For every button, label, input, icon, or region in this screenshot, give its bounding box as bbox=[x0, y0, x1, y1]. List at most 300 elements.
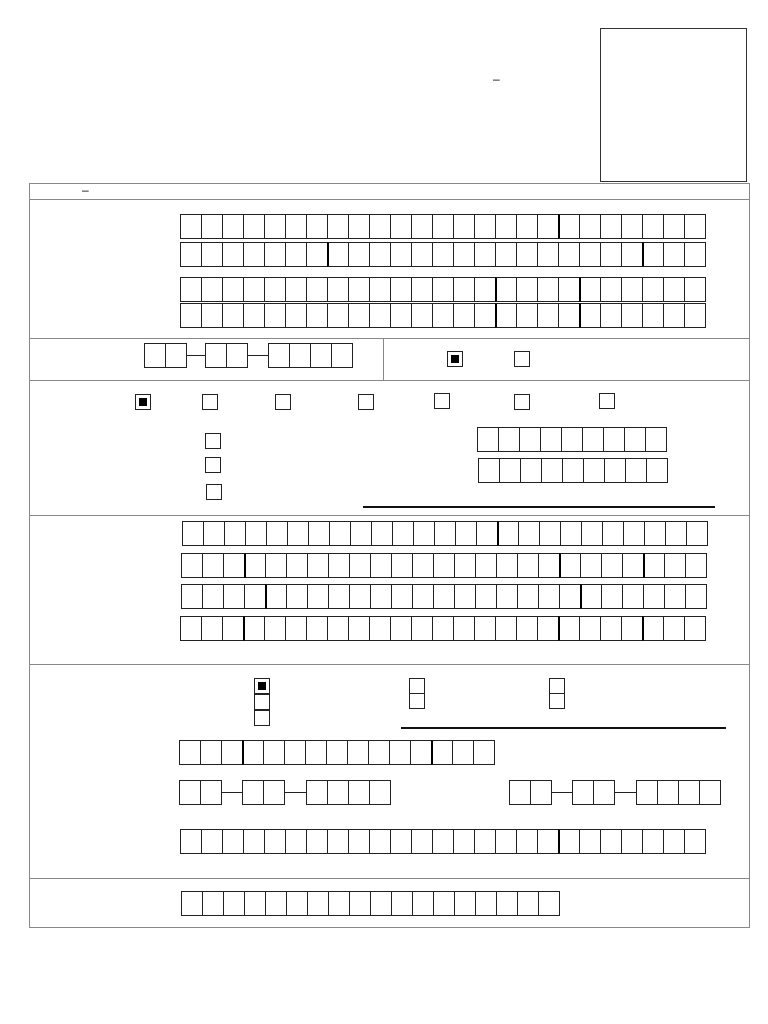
character-cell[interactable] bbox=[516, 616, 538, 641]
character-cell[interactable] bbox=[601, 584, 623, 609]
character-cell[interactable] bbox=[453, 214, 475, 239]
character-cell[interactable] bbox=[268, 343, 290, 368]
character-cell[interactable] bbox=[473, 740, 495, 765]
character-cell[interactable] bbox=[621, 303, 643, 328]
character-cell[interactable] bbox=[497, 521, 519, 546]
character-cell[interactable] bbox=[411, 303, 433, 328]
character-cell[interactable] bbox=[306, 616, 328, 641]
date-field-a-part-1[interactable] bbox=[179, 780, 222, 805]
character-cell[interactable] bbox=[391, 584, 413, 609]
character-cell[interactable] bbox=[223, 891, 245, 916]
character-cell[interactable] bbox=[520, 458, 542, 483]
character-cell[interactable] bbox=[558, 242, 580, 267]
date-field-a-part-3[interactable] bbox=[306, 780, 391, 805]
character-cell[interactable] bbox=[243, 242, 265, 267]
character-cell[interactable] bbox=[685, 553, 707, 578]
character-cell[interactable] bbox=[593, 780, 615, 805]
character-cell[interactable] bbox=[625, 458, 647, 483]
character-cell[interactable] bbox=[306, 242, 328, 267]
character-cell[interactable] bbox=[243, 829, 265, 854]
write-in-line[interactable] bbox=[401, 727, 726, 729]
character-cell[interactable] bbox=[579, 829, 601, 854]
character-cell[interactable] bbox=[684, 277, 706, 302]
character-cell[interactable] bbox=[686, 521, 708, 546]
character-cell[interactable] bbox=[454, 891, 476, 916]
character-cell[interactable] bbox=[600, 616, 622, 641]
name-field-row-4[interactable] bbox=[180, 303, 706, 328]
character-cell[interactable] bbox=[537, 242, 559, 267]
character-cell[interactable] bbox=[432, 214, 454, 239]
character-cell[interactable] bbox=[432, 829, 454, 854]
character-cell[interactable] bbox=[201, 214, 223, 239]
character-cell[interactable] bbox=[328, 584, 350, 609]
character-cell[interactable] bbox=[286, 553, 308, 578]
character-cell[interactable] bbox=[202, 553, 224, 578]
character-cell[interactable] bbox=[663, 616, 685, 641]
character-cell[interactable] bbox=[434, 521, 456, 546]
character-cell[interactable] bbox=[264, 242, 286, 267]
character-cell[interactable] bbox=[182, 521, 204, 546]
character-cell[interactable] bbox=[390, 303, 412, 328]
address-field-row-3[interactable] bbox=[181, 584, 707, 609]
character-cell[interactable] bbox=[601, 553, 623, 578]
option-checkbox[interactable] bbox=[202, 394, 218, 410]
character-cell[interactable] bbox=[222, 242, 244, 267]
character-cell[interactable] bbox=[433, 553, 455, 578]
date-field-a-part-2[interactable] bbox=[242, 780, 285, 805]
character-cell[interactable] bbox=[307, 553, 329, 578]
number-field-2[interactable] bbox=[478, 458, 668, 483]
character-cell[interactable] bbox=[242, 780, 264, 805]
character-cell[interactable] bbox=[181, 891, 203, 916]
character-cell[interactable] bbox=[657, 780, 679, 805]
character-cell[interactable] bbox=[223, 553, 245, 578]
option-checkbox[interactable] bbox=[514, 351, 530, 367]
character-cell[interactable] bbox=[286, 891, 308, 916]
character-cell[interactable] bbox=[200, 740, 222, 765]
character-cell[interactable] bbox=[495, 277, 517, 302]
character-cell[interactable] bbox=[369, 242, 391, 267]
character-cell[interactable] bbox=[646, 458, 668, 483]
option-checkbox[interactable] bbox=[275, 394, 291, 410]
character-cell[interactable] bbox=[306, 277, 328, 302]
character-cell[interactable] bbox=[474, 277, 496, 302]
character-cell[interactable] bbox=[645, 427, 667, 452]
character-cell[interactable] bbox=[310, 343, 332, 368]
character-cell[interactable] bbox=[433, 891, 455, 916]
character-cell[interactable] bbox=[684, 242, 706, 267]
character-cell[interactable] bbox=[181, 584, 203, 609]
character-cell[interactable] bbox=[519, 427, 541, 452]
character-cell[interactable] bbox=[329, 521, 351, 546]
option-checkbox[interactable] bbox=[549, 693, 565, 709]
character-cell[interactable] bbox=[623, 521, 645, 546]
character-cell[interactable] bbox=[642, 616, 664, 641]
character-cell[interactable] bbox=[663, 829, 685, 854]
character-cell[interactable] bbox=[180, 829, 202, 854]
long-field[interactable] bbox=[180, 829, 706, 854]
character-cell[interactable] bbox=[180, 214, 202, 239]
option-checkbox[interactable] bbox=[135, 394, 151, 410]
character-cell[interactable] bbox=[263, 740, 285, 765]
character-cell[interactable] bbox=[285, 829, 307, 854]
character-cell[interactable] bbox=[561, 427, 583, 452]
character-cell[interactable] bbox=[474, 829, 496, 854]
character-cell[interactable] bbox=[369, 214, 391, 239]
option-checkbox[interactable] bbox=[254, 694, 270, 710]
character-cell[interactable] bbox=[242, 740, 264, 765]
character-cell[interactable] bbox=[663, 303, 685, 328]
character-cell[interactable] bbox=[474, 303, 496, 328]
character-cell[interactable] bbox=[644, 521, 666, 546]
character-cell[interactable] bbox=[517, 891, 539, 916]
character-cell[interactable] bbox=[453, 829, 475, 854]
character-cell[interactable] bbox=[516, 214, 538, 239]
character-cell[interactable] bbox=[580, 584, 602, 609]
character-cell[interactable] bbox=[558, 303, 580, 328]
character-cell[interactable] bbox=[412, 553, 434, 578]
character-cell[interactable] bbox=[305, 740, 327, 765]
character-cell[interactable] bbox=[222, 214, 244, 239]
option-checkbox[interactable] bbox=[549, 678, 565, 694]
option-checkbox[interactable] bbox=[205, 433, 221, 449]
character-cell[interactable] bbox=[603, 427, 625, 452]
character-cell[interactable] bbox=[496, 891, 518, 916]
character-cell[interactable] bbox=[453, 242, 475, 267]
character-cell[interactable] bbox=[475, 891, 497, 916]
character-cell[interactable] bbox=[642, 214, 664, 239]
character-cell[interactable] bbox=[284, 740, 306, 765]
character-cell[interactable] bbox=[602, 521, 624, 546]
character-cell[interactable] bbox=[285, 277, 307, 302]
character-cell[interactable] bbox=[327, 303, 349, 328]
character-cell[interactable] bbox=[600, 242, 622, 267]
character-cell[interactable] bbox=[643, 553, 665, 578]
character-cell[interactable] bbox=[369, 780, 391, 805]
character-cell[interactable] bbox=[495, 303, 517, 328]
character-cell[interactable] bbox=[495, 829, 517, 854]
character-cell[interactable] bbox=[475, 553, 497, 578]
character-cell[interactable] bbox=[369, 303, 391, 328]
character-cell[interactable] bbox=[600, 277, 622, 302]
character-cell[interactable] bbox=[452, 740, 474, 765]
character-cell[interactable] bbox=[498, 427, 520, 452]
character-cell[interactable] bbox=[582, 427, 604, 452]
character-cell[interactable] bbox=[453, 303, 475, 328]
character-cell[interactable] bbox=[538, 584, 560, 609]
character-cell[interactable] bbox=[642, 303, 664, 328]
character-cell[interactable] bbox=[265, 584, 287, 609]
date-field-part-1[interactable] bbox=[144, 343, 187, 368]
character-cell[interactable] bbox=[499, 458, 521, 483]
character-cell[interactable] bbox=[642, 829, 664, 854]
character-cell[interactable] bbox=[558, 616, 580, 641]
character-cell[interactable] bbox=[558, 277, 580, 302]
character-cell[interactable] bbox=[453, 277, 475, 302]
character-cell[interactable] bbox=[663, 242, 685, 267]
character-cell[interactable] bbox=[538, 891, 560, 916]
character-cell[interactable] bbox=[539, 521, 561, 546]
character-cell[interactable] bbox=[454, 584, 476, 609]
option-checkbox[interactable] bbox=[409, 693, 425, 709]
character-cell[interactable] bbox=[348, 616, 370, 641]
character-cell[interactable] bbox=[476, 521, 498, 546]
character-cell[interactable] bbox=[516, 303, 538, 328]
character-cell[interactable] bbox=[180, 616, 202, 641]
character-cell[interactable] bbox=[579, 303, 601, 328]
character-cell[interactable] bbox=[286, 584, 308, 609]
option-checkbox[interactable] bbox=[205, 457, 221, 473]
character-cell[interactable] bbox=[370, 891, 392, 916]
character-cell[interactable] bbox=[410, 740, 432, 765]
character-cell[interactable] bbox=[432, 303, 454, 328]
character-cell[interactable] bbox=[369, 616, 391, 641]
character-cell[interactable] bbox=[581, 521, 603, 546]
character-cell[interactable] bbox=[144, 343, 166, 368]
character-cell[interactable] bbox=[202, 891, 224, 916]
character-cell[interactable] bbox=[391, 891, 413, 916]
character-cell[interactable] bbox=[327, 829, 349, 854]
character-cell[interactable] bbox=[685, 584, 707, 609]
character-cell[interactable] bbox=[264, 829, 286, 854]
character-cell[interactable] bbox=[264, 214, 286, 239]
character-cell[interactable] bbox=[264, 616, 286, 641]
character-cell[interactable] bbox=[392, 521, 414, 546]
character-cell[interactable] bbox=[201, 829, 223, 854]
character-cell[interactable] bbox=[495, 616, 517, 641]
character-cell[interactable] bbox=[684, 616, 706, 641]
character-cell[interactable] bbox=[307, 891, 329, 916]
character-cell[interactable] bbox=[537, 829, 559, 854]
character-cell[interactable] bbox=[516, 242, 538, 267]
character-cell[interactable] bbox=[579, 242, 601, 267]
character-cell[interactable] bbox=[558, 214, 580, 239]
character-cell[interactable] bbox=[181, 553, 203, 578]
character-cell[interactable] bbox=[370, 584, 392, 609]
address-field-row-2[interactable] bbox=[181, 553, 707, 578]
character-cell[interactable] bbox=[180, 303, 202, 328]
character-cell[interactable] bbox=[559, 553, 581, 578]
character-cell[interactable] bbox=[600, 829, 622, 854]
character-cell[interactable] bbox=[165, 343, 187, 368]
character-cell[interactable] bbox=[540, 427, 562, 452]
character-cell[interactable] bbox=[350, 521, 372, 546]
character-cell[interactable] bbox=[327, 780, 349, 805]
character-cell[interactable] bbox=[496, 553, 518, 578]
character-cell[interactable] bbox=[348, 303, 370, 328]
character-cell[interactable] bbox=[243, 277, 265, 302]
character-cell[interactable] bbox=[411, 277, 433, 302]
character-cell[interactable] bbox=[307, 584, 329, 609]
character-cell[interactable] bbox=[289, 343, 311, 368]
character-cell[interactable] bbox=[604, 458, 626, 483]
character-cell[interactable] bbox=[327, 242, 349, 267]
character-cell[interactable] bbox=[264, 303, 286, 328]
character-cell[interactable] bbox=[642, 242, 664, 267]
character-cell[interactable] bbox=[349, 553, 371, 578]
character-cell[interactable] bbox=[621, 277, 643, 302]
character-cell[interactable] bbox=[478, 458, 500, 483]
character-cell[interactable] bbox=[562, 458, 584, 483]
character-cell[interactable] bbox=[306, 303, 328, 328]
character-cell[interactable] bbox=[600, 214, 622, 239]
character-cell[interactable] bbox=[477, 427, 499, 452]
character-cell[interactable] bbox=[518, 521, 540, 546]
character-cell[interactable] bbox=[433, 584, 455, 609]
character-cell[interactable] bbox=[265, 891, 287, 916]
character-cell[interactable] bbox=[391, 553, 413, 578]
character-cell[interactable] bbox=[201, 242, 223, 267]
character-cell[interactable] bbox=[205, 343, 227, 368]
date-field-part-2[interactable] bbox=[205, 343, 248, 368]
character-cell[interactable] bbox=[328, 891, 350, 916]
character-cell[interactable] bbox=[474, 242, 496, 267]
character-cell[interactable] bbox=[390, 616, 412, 641]
character-cell[interactable] bbox=[179, 740, 201, 765]
character-cell[interactable] bbox=[266, 521, 288, 546]
character-cell[interactable] bbox=[327, 277, 349, 302]
character-cell[interactable] bbox=[684, 303, 706, 328]
character-cell[interactable] bbox=[390, 214, 412, 239]
character-cell[interactable] bbox=[348, 829, 370, 854]
character-cell[interactable] bbox=[327, 214, 349, 239]
character-cell[interactable] bbox=[537, 277, 559, 302]
character-cell[interactable] bbox=[285, 242, 307, 267]
option-checkbox[interactable] bbox=[409, 678, 425, 694]
date-field-b-part-2[interactable] bbox=[572, 780, 615, 805]
character-cell[interactable] bbox=[572, 780, 594, 805]
character-cell[interactable] bbox=[663, 277, 685, 302]
name-field-row-2[interactable] bbox=[180, 242, 706, 267]
character-cell[interactable] bbox=[264, 277, 286, 302]
character-cell[interactable] bbox=[621, 242, 643, 267]
character-cell[interactable] bbox=[347, 740, 369, 765]
character-cell[interactable] bbox=[495, 242, 517, 267]
address-field-row-1[interactable] bbox=[182, 521, 708, 546]
character-cell[interactable] bbox=[621, 616, 643, 641]
character-cell[interactable] bbox=[411, 242, 433, 267]
character-cell[interactable] bbox=[202, 584, 224, 609]
name-field-row-3[interactable] bbox=[180, 277, 706, 302]
option-checkbox[interactable] bbox=[254, 678, 270, 694]
character-cell[interactable] bbox=[243, 214, 265, 239]
character-cell[interactable] bbox=[699, 780, 721, 805]
final-field[interactable] bbox=[181, 891, 560, 916]
character-cell[interactable] bbox=[516, 277, 538, 302]
character-cell[interactable] bbox=[453, 616, 475, 641]
name-field-row-1[interactable] bbox=[180, 214, 706, 239]
option-checkbox[interactable] bbox=[514, 394, 530, 410]
character-cell[interactable] bbox=[664, 584, 686, 609]
character-cell[interactable] bbox=[475, 584, 497, 609]
character-cell[interactable] bbox=[664, 553, 686, 578]
character-cell[interactable] bbox=[411, 829, 433, 854]
character-cell[interactable] bbox=[496, 584, 518, 609]
character-cell[interactable] bbox=[222, 277, 244, 302]
character-cell[interactable] bbox=[245, 521, 267, 546]
character-cell[interactable] bbox=[622, 584, 644, 609]
character-cell[interactable] bbox=[389, 740, 411, 765]
character-cell[interactable] bbox=[306, 780, 328, 805]
character-cell[interactable] bbox=[541, 458, 563, 483]
character-cell[interactable] bbox=[454, 553, 476, 578]
character-cell[interactable] bbox=[244, 891, 266, 916]
character-cell[interactable] bbox=[180, 277, 202, 302]
character-cell[interactable] bbox=[390, 829, 412, 854]
character-cell[interactable] bbox=[455, 521, 477, 546]
date-field-b-part-3[interactable] bbox=[636, 780, 721, 805]
character-cell[interactable] bbox=[600, 303, 622, 328]
character-cell[interactable] bbox=[222, 303, 244, 328]
character-cell[interactable] bbox=[583, 458, 605, 483]
address-field-row-4[interactable] bbox=[180, 616, 706, 641]
character-cell[interactable] bbox=[369, 277, 391, 302]
character-cell[interactable] bbox=[390, 242, 412, 267]
date-field-part-3[interactable] bbox=[268, 343, 353, 368]
character-cell[interactable] bbox=[621, 214, 643, 239]
character-cell[interactable] bbox=[371, 521, 393, 546]
option-checkbox[interactable] bbox=[358, 394, 374, 410]
character-cell[interactable] bbox=[684, 829, 706, 854]
character-cell[interactable] bbox=[349, 584, 371, 609]
character-cell[interactable] bbox=[285, 214, 307, 239]
character-cell[interactable] bbox=[621, 829, 643, 854]
id-number-field[interactable] bbox=[179, 740, 495, 765]
character-cell[interactable] bbox=[636, 780, 658, 805]
character-cell[interactable] bbox=[200, 780, 222, 805]
option-checkbox[interactable] bbox=[447, 351, 463, 367]
character-cell[interactable] bbox=[244, 584, 266, 609]
character-cell[interactable] bbox=[579, 214, 601, 239]
character-cell[interactable] bbox=[224, 521, 246, 546]
character-cell[interactable] bbox=[412, 891, 434, 916]
character-cell[interactable] bbox=[179, 780, 201, 805]
character-cell[interactable] bbox=[642, 277, 664, 302]
character-cell[interactable] bbox=[474, 616, 496, 641]
character-cell[interactable] bbox=[517, 553, 539, 578]
character-cell[interactable] bbox=[368, 740, 390, 765]
character-cell[interactable] bbox=[348, 277, 370, 302]
date-field-b-part-1[interactable] bbox=[509, 780, 552, 805]
character-cell[interactable] bbox=[201, 303, 223, 328]
character-cell[interactable] bbox=[579, 616, 601, 641]
character-cell[interactable] bbox=[226, 343, 248, 368]
character-cell[interactable] bbox=[432, 277, 454, 302]
character-cell[interactable] bbox=[517, 584, 539, 609]
character-cell[interactable] bbox=[328, 553, 350, 578]
character-cell[interactable] bbox=[348, 214, 370, 239]
character-cell[interactable] bbox=[643, 584, 665, 609]
option-checkbox[interactable] bbox=[206, 484, 222, 500]
character-cell[interactable] bbox=[538, 553, 560, 578]
character-cell[interactable] bbox=[370, 553, 392, 578]
character-cell[interactable] bbox=[243, 303, 265, 328]
character-cell[interactable] bbox=[432, 616, 454, 641]
character-cell[interactable] bbox=[665, 521, 687, 546]
option-checkbox[interactable] bbox=[434, 393, 450, 409]
character-cell[interactable] bbox=[431, 740, 453, 765]
character-cell[interactable] bbox=[326, 740, 348, 765]
character-cell[interactable] bbox=[411, 616, 433, 641]
character-cell[interactable] bbox=[559, 584, 581, 609]
character-cell[interactable] bbox=[622, 553, 644, 578]
character-cell[interactable] bbox=[331, 343, 353, 368]
character-cell[interactable] bbox=[201, 616, 223, 641]
character-cell[interactable] bbox=[509, 780, 531, 805]
option-checkbox[interactable] bbox=[599, 393, 615, 409]
character-cell[interactable] bbox=[222, 616, 244, 641]
character-cell[interactable] bbox=[412, 584, 434, 609]
